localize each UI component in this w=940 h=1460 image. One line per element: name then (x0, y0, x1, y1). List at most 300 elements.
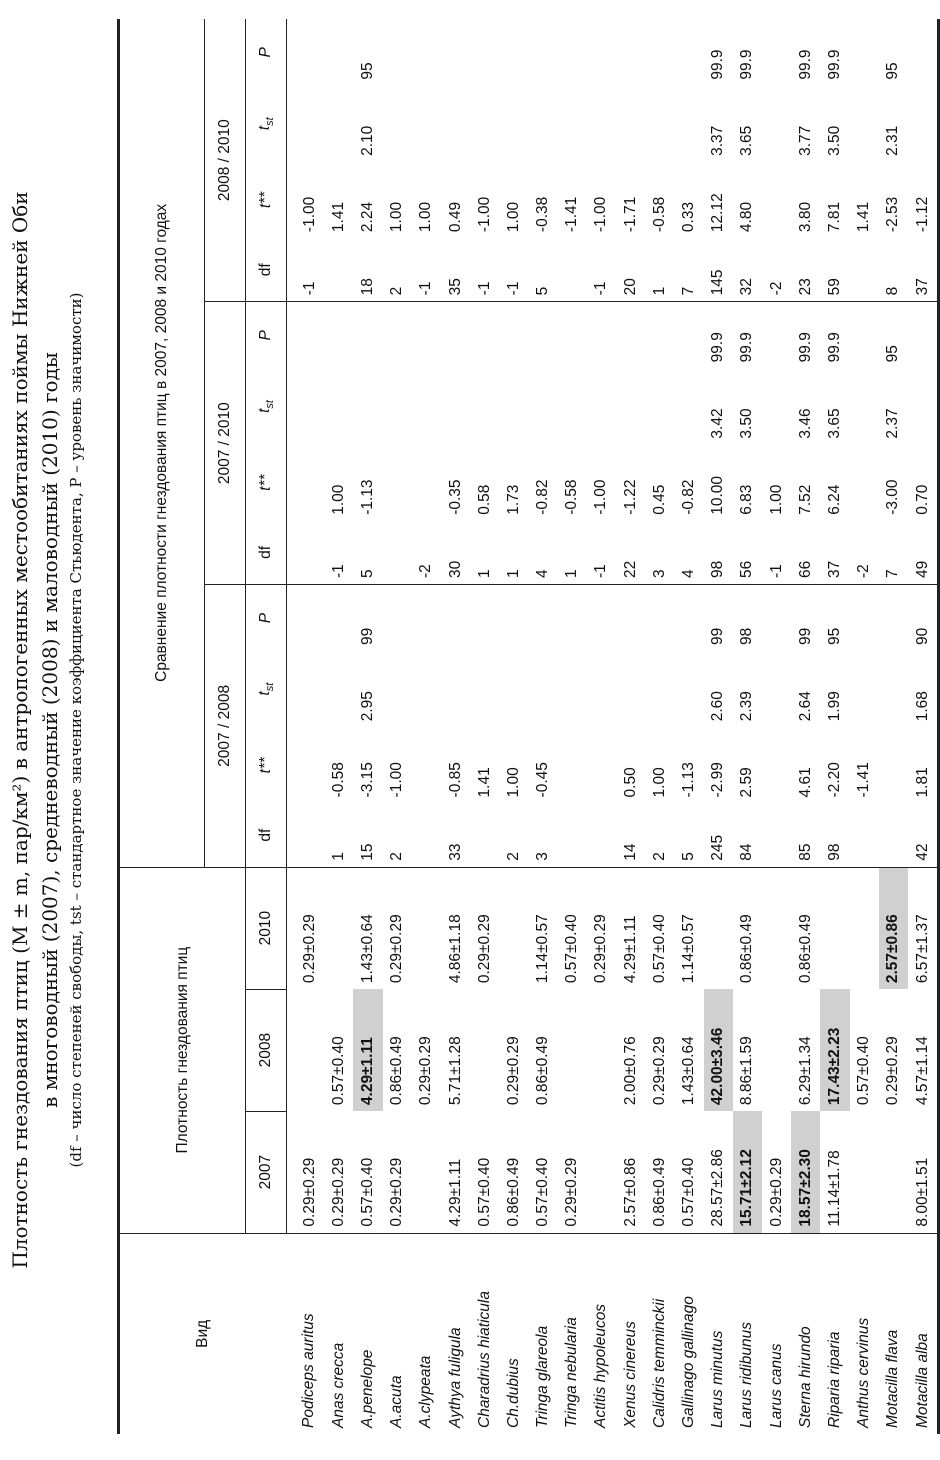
table-row (587, 19, 616, 1434)
cell-d2007: 0.86±0.49 (499, 1111, 528, 1233)
cell-df2 (287, 521, 325, 585)
cell-d2010: 0.29±0.29 (300, 914, 318, 984)
cell-df3: -1 (412, 238, 441, 302)
cell-tst2 (324, 368, 353, 444)
cell-d2010: 1.14±0.57 (534, 914, 552, 984)
cell-df2: 1 (470, 521, 499, 585)
cell-df3: 23 (791, 238, 820, 302)
cell-tst3 (616, 86, 645, 162)
cell-df2 (383, 521, 412, 585)
cell-d2007: 0.57±0.40 (470, 1111, 499, 1233)
cell-d2008 (470, 989, 499, 1111)
cell-d2007 (879, 1111, 908, 1233)
header-p: P (246, 19, 287, 86)
cell-t2: 0.58 (475, 484, 493, 515)
cell-tst1: 1.99 (825, 691, 843, 722)
cell-tst1 (383, 651, 412, 727)
cell-p1: 90 (908, 585, 939, 652)
cell-df3: -2 (762, 238, 791, 302)
header-tst-sub: st (264, 400, 277, 409)
species-name: Ch.dubius (504, 1358, 522, 1428)
cell-t3: -1.41 (563, 196, 581, 233)
cell-t2: 6.83 (738, 484, 756, 515)
header-tst-main: t (255, 691, 273, 696)
table-row (645, 19, 674, 1434)
cell-tst2: 3.65 (825, 408, 843, 439)
cell-df3: 20 (616, 238, 645, 302)
cell-p3 (908, 19, 939, 86)
cell-p2 (850, 302, 879, 369)
cell-df1: 2 (383, 803, 412, 867)
cell-t1: 0.50 (621, 767, 639, 798)
cell-d2010: 2.57±0.86 (879, 867, 908, 989)
cell-t3: 3.80 (796, 201, 814, 233)
species-name: Anas crecca (329, 1342, 347, 1428)
cell-df1 (879, 803, 908, 867)
cell-t1: -0.85 (446, 762, 464, 798)
table-row (820, 19, 849, 1434)
cell-tst3: 3.37 (709, 125, 727, 156)
table-row (704, 19, 733, 1434)
cell-t3: -1.12 (908, 162, 939, 238)
cell-t1 (587, 727, 616, 803)
cell-df2: 7 (879, 521, 908, 585)
cell-d2010: 1.43±0.64 (358, 914, 376, 984)
cell-t3 (762, 162, 791, 238)
cell-p1 (412, 585, 441, 652)
table-row (762, 19, 791, 1434)
cell-p1 (499, 585, 528, 652)
header-df: df (246, 803, 287, 867)
cell-p1 (287, 585, 325, 652)
cell-t1: -0.45 (534, 762, 552, 798)
cell-tst1 (324, 651, 353, 727)
cell-tst2 (441, 368, 470, 444)
cell-tst3 (287, 86, 325, 162)
cell-df3: 59 (820, 238, 849, 302)
table-row (287, 19, 325, 1434)
cell-p3 (287, 19, 325, 86)
cell-t3: -0.38 (534, 196, 552, 233)
header-species: Вид (119, 1233, 287, 1434)
cell-d2010: 6.57±1.37 (908, 867, 939, 989)
cell-df1: 84 (733, 803, 762, 867)
species-name: Riparia riparia (825, 1331, 843, 1428)
cell-p2 (616, 302, 645, 369)
cell-df3 (558, 238, 587, 302)
cell-d2008: 5.71±1.28 (446, 1036, 464, 1106)
cell-t2 (412, 445, 441, 521)
header-t: t** (246, 727, 287, 803)
cell-d2007: 18.57±2.30 (791, 1111, 820, 1233)
cell-tst1 (499, 651, 528, 727)
cell-p2 (529, 302, 558, 369)
cell-d2008: 6.29±1.34 (796, 1036, 814, 1106)
cell-t3: -1.00 (475, 196, 493, 233)
header-df: df (246, 521, 287, 585)
cell-df2: 4 (529, 521, 558, 585)
cell-df2: 3 (645, 521, 674, 585)
cell-t2: -3.00 (884, 479, 902, 515)
cell-df2: 30 (441, 521, 470, 585)
cell-tst2 (674, 368, 703, 444)
cell-p3 (441, 19, 470, 86)
cell-d2008: 0.29±0.29 (504, 1036, 522, 1106)
cell-d2010 (850, 867, 879, 989)
cell-p3 (674, 19, 703, 86)
cell-df3: -1 (470, 238, 499, 302)
cell-df2: -1 (324, 521, 353, 585)
table-row (383, 19, 412, 1434)
cell-p3 (616, 19, 645, 86)
cell-d2008: 0.29±0.29 (650, 1036, 668, 1106)
cell-d2008 (558, 989, 587, 1111)
cell-p2: 99.9 (709, 332, 727, 363)
cell-df2: 1 (499, 521, 528, 585)
cell-t3: 12.12 (709, 193, 727, 233)
cell-p2 (324, 302, 353, 369)
cell-t1: -0.58 (329, 762, 347, 798)
table-row (879, 19, 908, 1434)
species-name: Aythya fuligula (446, 1327, 464, 1428)
header-tst (246, 368, 287, 444)
cell-p2 (674, 302, 703, 369)
cell-p3 (645, 19, 674, 86)
cell-d2007: 0.57±0.40 (529, 1111, 558, 1233)
cell-p1 (616, 585, 645, 652)
cell-d2010 (499, 867, 528, 989)
cell-tst2: 2.37 (884, 408, 902, 439)
species-name: A.acuta (388, 1375, 406, 1428)
cell-tst3 (529, 86, 558, 162)
cell-df1: 5 (674, 803, 703, 867)
cell-p3: 99.9 (796, 49, 814, 80)
cell-tst3 (674, 86, 703, 162)
cell-t2: -0.35 (446, 479, 464, 515)
header-tst-sub: st (264, 682, 277, 692)
header-year-2008: 2008 (246, 989, 287, 1111)
cell-tst1 (616, 651, 645, 727)
header-tst-main: t (255, 408, 273, 413)
header-comparison-group: Сравнение плотности гнездования птиц в 2007, 2008 и 2010 годах (119, 19, 205, 867)
cell-t3: 0.33 (680, 201, 698, 233)
cell-p3 (762, 19, 791, 86)
cell-tst3 (850, 86, 879, 162)
cell-d2010 (704, 867, 733, 989)
cell-df3: 32 (733, 238, 762, 302)
cell-tst3: 3.77 (796, 125, 814, 156)
cell-t2: 0.70 (908, 445, 939, 521)
cell-df2: 98 (704, 521, 733, 585)
cell-p1 (383, 585, 412, 652)
table-row (499, 19, 528, 1434)
table-row (791, 19, 820, 1434)
cell-p1 (850, 585, 879, 652)
cell-d2008: 0.29±0.29 (884, 1036, 902, 1106)
header-p: P (246, 585, 287, 652)
cell-t1 (412, 727, 441, 803)
table-body (287, 19, 939, 1434)
cell-t1: 1.81 (908, 727, 939, 803)
cell-df3: 18 (353, 238, 382, 302)
cell-d2010: 0.86±0.49 (738, 914, 756, 984)
header-cmp-2007-2010: 2007 / 2010 (205, 302, 246, 585)
table-row (353, 19, 382, 1434)
cell-d2008: 8.86±1.59 (738, 1036, 756, 1106)
cell-d2007: 0.57±0.40 (674, 1111, 703, 1233)
cell-d2008: 1.43±0.64 (680, 1036, 698, 1106)
cell-p1 (324, 585, 353, 652)
cell-d2010 (762, 867, 791, 989)
cell-t3: 1.00 (504, 201, 522, 233)
cell-df3: 5 (529, 238, 558, 302)
cell-t3: -1.00 (300, 196, 318, 233)
species-name: Motacilla alba (908, 1233, 939, 1434)
cell-d2010 (820, 867, 849, 989)
cell-t2: 10.00 (709, 475, 727, 515)
cell-p3 (499, 19, 528, 86)
table-row (558, 19, 587, 1434)
cell-tst1: 2.60 (709, 691, 727, 722)
cell-df2: 56 (733, 521, 762, 585)
cell-t3: 1.41 (855, 201, 873, 233)
cell-tst2 (412, 368, 441, 444)
cell-d2010 (324, 867, 353, 989)
species-name: Larus minutus (709, 1330, 727, 1428)
cell-t1: 1.00 (504, 767, 522, 798)
cell-df1: 2 (645, 803, 674, 867)
cell-t1: -2.20 (825, 762, 843, 798)
cell-d2007 (412, 1111, 441, 1233)
cell-d2007: 0.86±0.49 (645, 1111, 674, 1233)
table-row (529, 19, 558, 1434)
cell-t3: 1.00 (388, 201, 406, 233)
cell-t2: -0.82 (680, 479, 698, 515)
cell-df2: 5 (353, 521, 382, 585)
header-cmp-2007-2008: 2007 / 2008 (205, 585, 246, 868)
cell-t1: 1.41 (475, 767, 493, 798)
cell-p1 (645, 585, 674, 652)
cell-tst2 (645, 368, 674, 444)
cell-d2007: 28.57±2.86 (704, 1111, 733, 1233)
cell-tst3: 2.10 (358, 125, 376, 156)
header-p: P (246, 302, 287, 369)
cell-p1 (674, 585, 703, 652)
cell-df1 (587, 803, 616, 867)
cell-tst2 (616, 368, 645, 444)
cell-d2008: 4.29±1.11 (353, 989, 382, 1111)
cell-d2010: 0.86±0.49 (796, 914, 814, 984)
cell-df2: 37 (820, 521, 849, 585)
header-tst (246, 651, 287, 727)
cell-p3 (324, 19, 353, 86)
cell-d2008: 17.43±2.23 (820, 989, 849, 1111)
density-table (117, 19, 940, 1434)
cell-tst2 (762, 368, 791, 444)
cell-tst2: 3.46 (796, 408, 814, 439)
cell-d2008: 4.57±1.14 (908, 989, 939, 1111)
cell-p2 (287, 302, 325, 369)
cell-t1 (287, 727, 325, 803)
cell-df3 (850, 238, 879, 302)
cell-df1: 14 (616, 803, 645, 867)
table-caption-line-1: Плотность гнездования птиц (M ± m, пар/км²) в антропогенных местообитаниях поймы Нижней Оби (8, 191, 32, 1269)
cell-d2007: 0.29±0.29 (762, 1111, 791, 1233)
cell-tst1 (412, 651, 441, 727)
header-tst-main: t (255, 125, 273, 131)
cell-tst3 (441, 86, 470, 162)
cell-df1 (850, 803, 879, 867)
cell-tst3 (412, 86, 441, 162)
cell-d2007: 0.29±0.29 (324, 1111, 353, 1233)
header-year-2007: 2007 (246, 1111, 287, 1233)
cell-t3: -1.71 (621, 196, 639, 233)
cell-t2: -0.58 (563, 479, 581, 515)
cell-p1: 95 (825, 627, 843, 646)
cell-df3: 7 (674, 238, 703, 302)
cell-t3: 0.49 (446, 201, 464, 233)
species-name: Actitis hypoleucos (592, 1303, 610, 1428)
cell-p2 (441, 302, 470, 369)
cell-df3: -1 (587, 238, 616, 302)
species-name: Larus canus (767, 1343, 785, 1428)
species-name: Sterna hirundo (796, 1326, 814, 1428)
cell-d2007: 0.29±0.29 (383, 1111, 412, 1233)
cell-p1: 98 (738, 627, 756, 646)
cell-d2008 (287, 989, 325, 1111)
cell-df2: -1 (762, 521, 791, 585)
cell-tst3: 3.50 (825, 125, 843, 156)
cell-d2008: 0.57±0.40 (855, 1036, 873, 1106)
cell-t3: 1.00 (417, 201, 435, 233)
cell-df1: 42 (908, 803, 939, 867)
cell-p2 (383, 302, 412, 369)
cell-df1: 98 (820, 803, 849, 867)
cell-d2007: 0.29±0.29 (287, 1111, 325, 1233)
cell-df3: 8 (879, 238, 908, 302)
cell-df1: 15 (353, 803, 382, 867)
cell-d2010: 4.86±1.18 (446, 914, 464, 984)
cell-tst2 (587, 368, 616, 444)
species-name: Calidris temminckii (650, 1298, 668, 1428)
cell-tst1 (762, 651, 791, 727)
cell-df1: 33 (441, 803, 470, 867)
cell-p3: 99.9 (738, 49, 756, 80)
cell-t1: -1.41 (855, 762, 873, 798)
cell-t2: -1.13 (358, 479, 376, 515)
cell-t1 (762, 727, 791, 803)
cell-tst3 (499, 86, 528, 162)
cell-p1 (529, 585, 558, 652)
table-row (733, 19, 762, 1434)
cell-d2008 (587, 989, 616, 1111)
cell-d2010: 0.57±0.40 (650, 914, 668, 984)
cell-tst1 (529, 651, 558, 727)
cell-p3 (558, 19, 587, 86)
cell-p3 (587, 19, 616, 86)
cell-t2: 7.52 (796, 484, 814, 515)
cell-tst2 (287, 368, 325, 444)
cell-d2008: 2.00±0.76 (621, 1036, 639, 1106)
cell-t2 (287, 445, 325, 521)
cell-df1: 2 (499, 803, 528, 867)
cell-tst2 (470, 368, 499, 444)
cell-tst1 (674, 651, 703, 727)
species-name: Xenus cinereus (621, 1321, 639, 1428)
cell-d2008: 0.29±0.29 (417, 1036, 435, 1106)
cell-df2: -2 (850, 521, 879, 585)
cell-t3: 4.80 (738, 201, 756, 233)
cell-t2: 1.00 (329, 484, 347, 515)
cell-t3: -0.58 (650, 196, 668, 233)
cell-p1 (762, 585, 791, 652)
cell-t2: 0.45 (650, 484, 668, 515)
cell-tst2 (850, 368, 879, 444)
cell-p3: 99.9 (709, 49, 727, 80)
cell-df1 (762, 803, 791, 867)
cell-p2: 95 (884, 345, 902, 363)
cell-tst2 (908, 368, 939, 444)
cell-t1 (558, 727, 587, 803)
cell-d2010: 0.57±0.40 (563, 914, 581, 984)
cell-p3: 95 (884, 62, 902, 80)
cell-tst3 (470, 86, 499, 162)
cell-p2: 99.9 (825, 332, 843, 363)
cell-p2 (587, 302, 616, 369)
cell-tst3: 3.65 (738, 125, 756, 156)
cell-df1: 85 (791, 803, 820, 867)
cell-df3: 37 (908, 238, 939, 302)
cell-p2 (412, 302, 441, 369)
cell-tst3 (383, 86, 412, 162)
header-t: t** (246, 445, 287, 521)
cell-p1 (587, 585, 616, 652)
species-name: Motacilla flava (884, 1329, 902, 1428)
cell-df2: -2 (412, 521, 441, 585)
cell-d2008: 0.57±0.40 (329, 1036, 347, 1106)
species-name: A.penelope (358, 1349, 376, 1428)
cell-d2010: 4.29±1.11 (621, 915, 639, 984)
species-name: Tringa nebularia (563, 1317, 581, 1428)
cell-tst3 (908, 86, 939, 162)
table-row (324, 19, 353, 1434)
cell-p2: 99.9 (738, 332, 756, 363)
cell-tst1: 2.95 (358, 691, 376, 722)
cell-p3 (850, 19, 879, 86)
header-density-group: Плотность гнездования птиц (119, 867, 246, 1233)
cell-d2008: 0.86±0.49 (534, 1036, 552, 1106)
cell-p1: 99 (796, 627, 814, 646)
cell-tst2 (383, 368, 412, 444)
cell-df1: 245 (704, 803, 733, 867)
table-row (908, 19, 939, 1434)
cell-df1 (558, 803, 587, 867)
cell-t2 (850, 445, 879, 521)
cell-p2 (353, 302, 382, 369)
cell-d2007: 4.29±1.11 (441, 1111, 470, 1233)
cell-p3: 95 (358, 62, 376, 80)
cell-df2: -1 (587, 521, 616, 585)
cell-p1 (470, 585, 499, 652)
cell-df2: 66 (791, 521, 820, 585)
cell-d2010 (412, 867, 441, 989)
cell-tst1 (587, 651, 616, 727)
table-caption-line-2: в многоводный (2007), средневодный (2008) и маловодный (2010) годы (38, 352, 62, 1108)
cell-p2 (645, 302, 674, 369)
table-row (616, 19, 645, 1434)
cell-t3: 1.41 (329, 201, 347, 233)
cell-d2007: 0.29±0.29 (558, 1111, 587, 1233)
